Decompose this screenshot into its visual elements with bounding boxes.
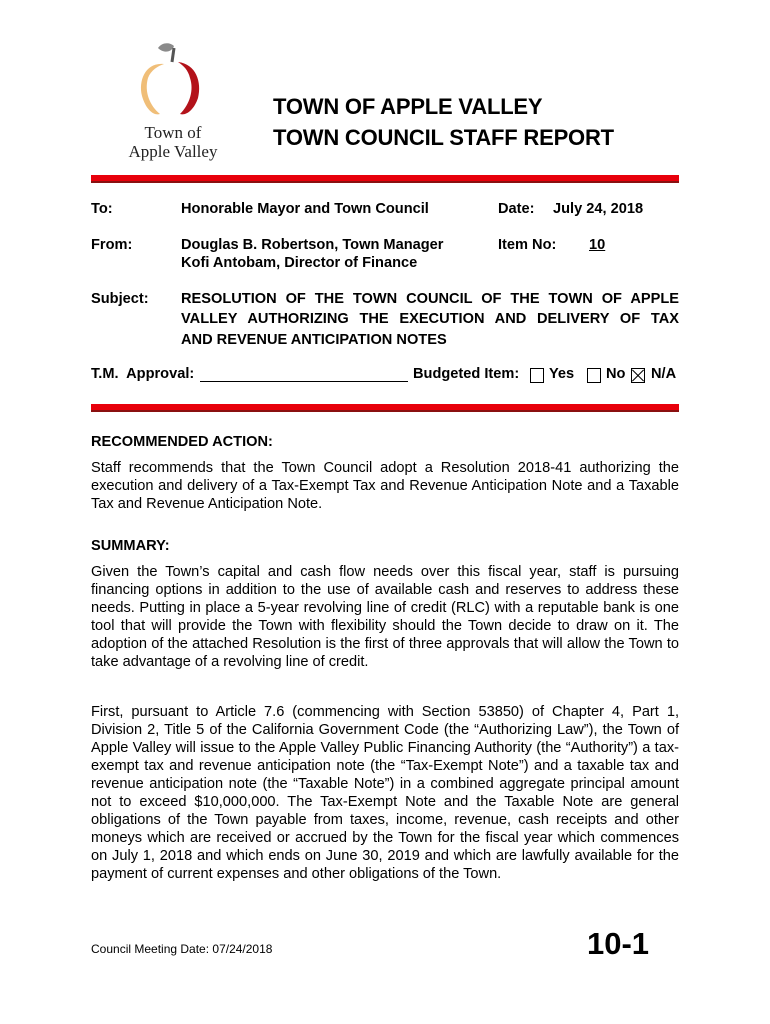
summary-heading: SUMMARY:	[91, 538, 170, 554]
first-paragraph: First, pursuant to Article 7.6 (commencing with Section 53850) of Chapter 4, Part 1, Division 2, Title 5 of the California Government Code (the “Authorizing Law”), the Town of Apple Valley will issue to the Apple Valley Public Financing Authority (the “Authority”) a tax-exempt tax and revenue anticipation note (the “Tax-Exempt Note”) and a taxable tax and revenue anticipation note (the “Taxable Note”) in a combined aggregate principal amount not to exceed $10,000,000. The Tax-Exempt Note and the Taxable Note are general obligations of the Town payable from taxes, income, revenue, cash receipts and other moneys which are received or accrued by the Town for the fiscal year which commences on July 1, 2018 and which ends on June 30, 2019 and which are lawfully available for the payment of current expenses and other obligations of the Town.	[91, 704, 679, 882]
meeting-date-footer: Council Meeting Date: 07/24/2018	[91, 942, 273, 956]
na-label: N/A	[651, 366, 677, 382]
to-value: Honorable Mayor and Town Council	[181, 201, 429, 217]
subject-line-3: AND REVENUE ANTICIPATION NOTES	[181, 332, 447, 348]
approval-label: T.M. Approval:	[91, 366, 195, 382]
apple-logo-icon	[118, 40, 228, 118]
to-label: To:	[91, 201, 113, 217]
subject-label: Subject:	[91, 291, 149, 307]
date-label: Date:	[498, 201, 535, 217]
subject-line-1: RESOLUTION OF THE TOWN COUNCIL OF THE TOWN OF APPLE	[181, 291, 679, 307]
approval-signature-line[interactable]	[200, 381, 408, 382]
logo-text	[118, 123, 228, 161]
report-title-1: TOWN OF APPLE VALLEY	[273, 94, 543, 119]
header-divider	[91, 175, 679, 183]
from-line-2: Kofi Antobam, Director of Finance	[181, 255, 418, 271]
subject-line-2: VALLEY AUTHORIZING THE EXECUTION AND DELIVERY OF TAX	[181, 311, 679, 327]
yes-label: Yes	[549, 366, 575, 382]
recommended-text: Staff recommends that the Town Council adopt a Resolution 2018-41 authorizing the execution and delivery of a Tax-Exempt Tax and Revenue Anticipation Note and a Taxable Tax and Revenue Anticipation Note.	[91, 460, 679, 512]
item-label: Item No:	[498, 237, 557, 253]
memo-divider	[91, 404, 679, 412]
na-checkbox-checked[interactable]	[631, 368, 645, 383]
date-value: July 24, 2018	[553, 201, 644, 217]
budgeted-label: Budgeted Item:	[413, 366, 520, 382]
logo-line1: Town of	[144, 123, 202, 142]
no-label: No	[606, 366, 626, 382]
from-line-1: Douglas B. Robertson, Town Manager	[181, 237, 444, 253]
no-checkbox[interactable]	[587, 368, 601, 383]
report-title-2: TOWN COUNCIL STAFF REPORT	[273, 125, 614, 150]
page-number: 10-1	[587, 926, 650, 961]
logo-line2: Apple Valley	[128, 142, 218, 161]
item-value: 10	[589, 237, 606, 253]
summary-text: Given the Town’s capital and cash flow needs over this fiscal year, staff is pursuing financing options in addition to the use of available cash and reserves to address these needs. Putting in place a 5-year revolving line of credit (RLC) with a reputable bank is one tool that will provide the Town with flexibility should the Town decide to draw on it. The adoption of the attached Resolution is the first of three approvals that will allow the Town to take advantage of a revolving line of credit.	[91, 564, 679, 670]
from-label: From:	[91, 237, 133, 253]
yes-checkbox[interactable]	[530, 368, 544, 383]
town-logo	[118, 40, 228, 161]
recommended-heading: RECOMMENDED ACTION:	[91, 434, 273, 450]
